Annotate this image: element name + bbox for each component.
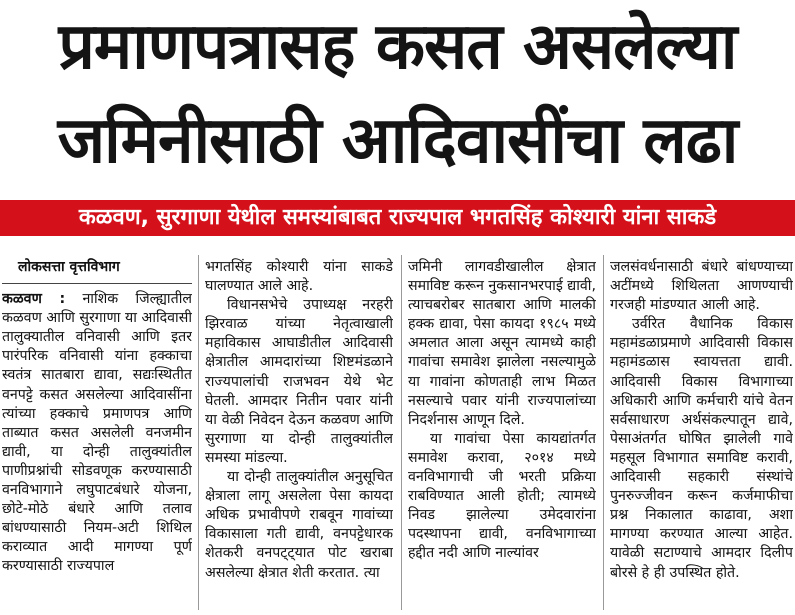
column-2-paragraph-1: भगतसिंह कोश्यारी यांना साकडे घालण्यात आले आहे.: [205, 259, 393, 295]
dateline-place: कळवण :: [2, 291, 66, 308]
article-column-1: [2, 258, 192, 577]
byline: लोकसत्ता वृत्तविभाग: [18, 259, 120, 275]
column-2-paragraph-2: विधानसभेचे उपाध्यक्ष नरहरी झिरवाळ यांच्या नेतृत्वाखाली महाविकास आघाडीतील आदिवासी क्षेत्रातील आमदारांच्या शिष्टमंडळाने राज्यपालांची राजभवन येथे भेट घेतली. आमदार नितीन पवार यांनी या वेळी निवेदन देऊन कळवण आणि सुरगाणा या दोन्ही तालुक्यांतील समस्या मांडल्या.: [205, 297, 393, 466]
column-4-paragraph-2: उर्वरित वैधानिक विकास महामंडळाप्रमाणे आदिवासी विकास महामंडळास स्वायत्तता द्यावी. आदिवासी विकास विभागाच्या अधिकारी आणि कर्मचारी यांचे वेतन सर्वसाधारण अर्थसंकल्पातून द्यावे, पेसाअंतर्गत घोषित झालेली गावे महसूल विभागात समाविष्ट करावी, आदिवासी सहकारी संस्थांचे पुनरुज्जीवन करून कर्जमाफीचा प्रश्न निकालात काढावा, अशा मागण्या करण्यात आल्या आहेत. यावेळी सटाण्याचे आमदार दिलीप बोरसे हे ही उपस्थित होते.: [610, 316, 793, 581]
subheadline-banner: कळवण, सुरगाणा येथील समस्यांबाबत राज्यपाल भगतसिंह कोश्यारी यांना साकडे: [0, 200, 795, 236]
article-column-3: [408, 258, 596, 564]
column-divider: [603, 255, 604, 610]
headline-line-2: जमिनीसाठी आदिवासींचा लढा: [57, 104, 738, 178]
column-1-text: नाशिक जिल्ह्यातील कळवण आणि सुरगाणा या आदिवासी तालुक्यातील वनिवासी आणि इतर पारंपरिक वनिवासी यांना हक्काचा स्वतंत्र सातबारा द्यावा, सद्यःस्थितीत वनपट्टे कसत असलेल्या आदिवासींना त्यांच्या हक्काचे प्रमाणपत्र आणि ताब्यात कसत असलेली वनजमीन द्यावी, या दोन्ही तालुक्यांतील पाणीप्रश्नांची सोडवणूक करण्यासाठी वनविभागाने लघुपाटबंधारे योजना, छोटे-मोठे बंधारे आणि तलाव बांधण्यासाठी नियम-अटी शिथिल कराव्यात आदी मागण्या पूर्ण करण्यासाठी राज्यपाल: [2, 291, 192, 575]
article-column-4: [610, 258, 793, 583]
article-column-2: [205, 258, 393, 583]
byline-divider: [2, 283, 192, 284]
column-4-paragraph-1: जलसंवर्धनासाठी बंधारे बांधण्याच्या अटींमध्ये शिथिलता आणण्याची गरजही मांडण्यात आली आहे.: [610, 259, 793, 314]
column-1-paragraph: [2, 290, 192, 576]
column-3-paragraph-2: या गावांचा पेसा कायद्यांतर्गत समावेश करावा, २०१४ मध्ये वनविभागाची जी भरती प्रक्रिया राबविण्यात आली होती; त्यामध्ये निवड झालेल्या उमेदवारांना पदस्थापना द्यावी, वनविभागाच्या हद्दीत नदी आणि नाल्यांवर: [408, 430, 596, 562]
column-divider: [198, 255, 199, 610]
column-divider: [401, 255, 402, 610]
column-2-paragraph-3: या दोन्ही तालुक्यांतील अनुसूचित क्षेत्राला लागू असलेला पेसा कायदा अधिक प्रभावीपणे राबवून गावांच्या विकासाला गती द्यावी, वनपट्टेधारक शेतकरी वनपट्ट्यात पोट खराबा असलेल्या क्षेत्रात शेती करतात. त्या: [205, 469, 393, 581]
headline-line-1: प्रमाणपत्रासह कसत असलेल्या: [58, 10, 737, 84]
column-3-paragraph-1: जमिनी लागवडीखालील क्षेत्रात समाविष्ट करून नुकसानभरपाई द्यावी, त्याचबरोबर सातबारा आणि मालकी हक्क द्यावा, पेसा कायदा १९८५ मध्ये अमलात आला असून त्यामध्ये काही गावांचा समावेश झालेला नसल्यामुळे या गावांना कोणताही लाभ मिळत नसल्याचे पवार यांनी राज्यपालांच्या निदर्शनास आणून दिले.: [408, 259, 596, 428]
